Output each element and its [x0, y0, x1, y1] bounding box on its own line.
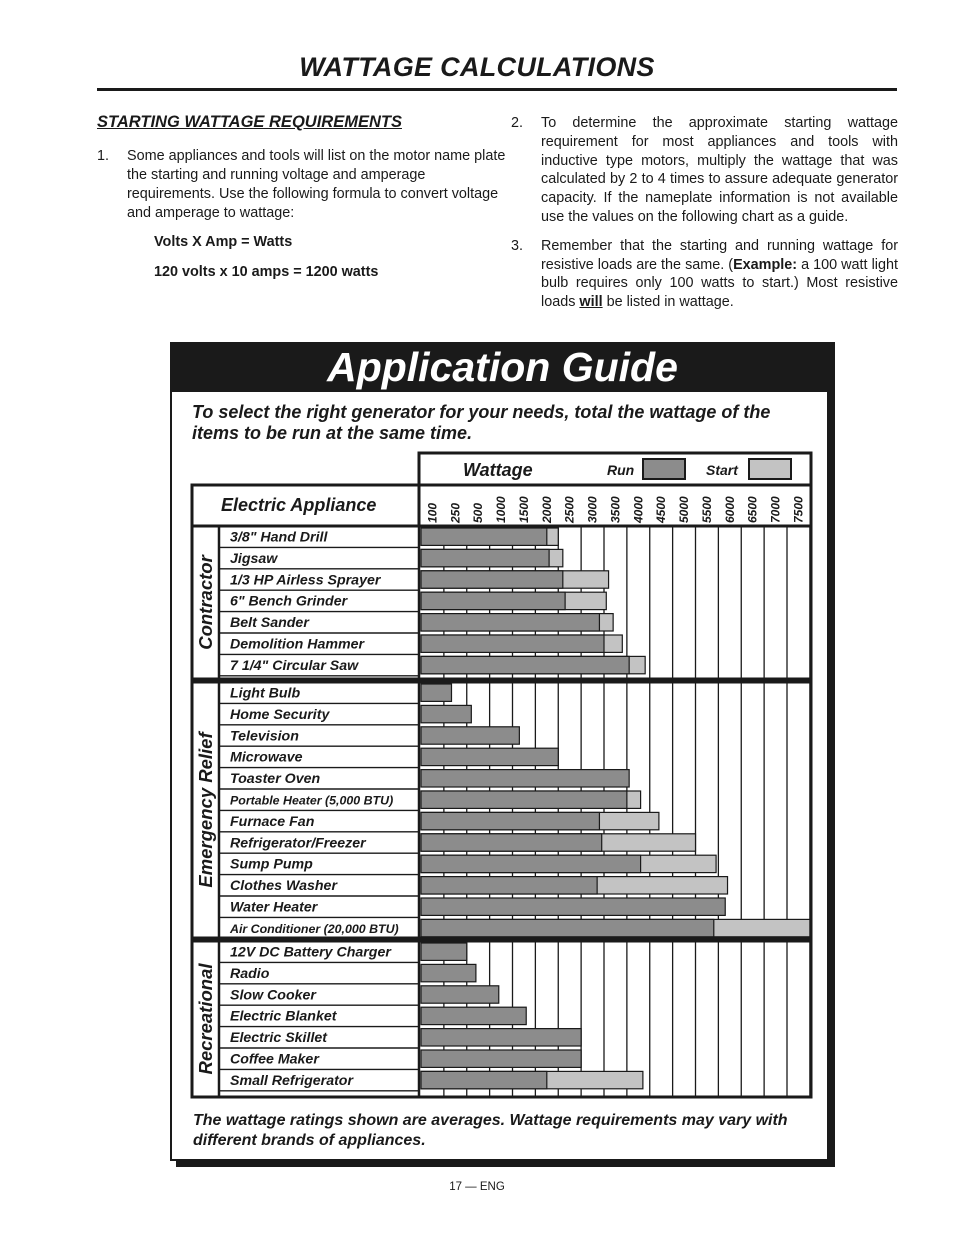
bar-run — [421, 549, 549, 566]
bar-run — [421, 635, 604, 652]
appliance-label: Microwave — [230, 749, 303, 766]
bar-run — [421, 770, 629, 787]
appliance-label: Water Heater — [230, 899, 318, 916]
tick-label: 7500 — [791, 496, 806, 523]
bar-run — [421, 898, 725, 915]
legend-run-label: Run — [607, 462, 635, 478]
bar-run — [421, 919, 714, 936]
appliance-label: Portable Heater (5,000 BTU) — [230, 793, 394, 808]
bar-run — [421, 727, 519, 744]
bar-run — [421, 1029, 581, 1046]
bar-run — [421, 1071, 547, 1088]
appliance-label: Sump Pump — [230, 856, 313, 873]
tick-label: 6500 — [745, 496, 760, 523]
bar-run — [421, 834, 602, 851]
example-label: Example: — [733, 256, 798, 273]
bar-run — [421, 592, 565, 609]
item-text-part: Remember that the starting and running wattage for resistive loads are the same. ( — [541, 237, 898, 273]
appliance-header: Electric Appliance — [221, 495, 377, 515]
legend-run-swatch — [643, 459, 685, 479]
legend-start-label: Start — [706, 462, 738, 478]
tick-label: 3500 — [608, 496, 623, 523]
page-title: WATTAGE CALCULATIONS — [299, 52, 655, 82]
item-number: 3. — [511, 237, 524, 254]
appliance-label: Electric Skillet — [230, 1030, 327, 1047]
tick-label: 5500 — [699, 496, 714, 523]
bar-run — [421, 855, 641, 872]
bar-run — [421, 1050, 581, 1067]
tick-label: 2500 — [562, 496, 577, 523]
appliance-label: Refrigerator/Freezer — [230, 835, 366, 852]
appliance-label: 12V DC Battery Charger — [230, 944, 391, 961]
guide-title: Application Guide — [327, 344, 678, 390]
bar-run — [421, 943, 467, 960]
appliance-label: 7 1/4" Circular Saw — [230, 657, 359, 674]
guide-intro: To select the right generator for your needs, total the wattage of the items to be run at the same time. — [192, 402, 771, 443]
guide-footnote: The wattage ratings shown are averages. Wattage requirements may vary with different brands of appliances. — [193, 1112, 788, 1149]
appliance-label: Small Refrigerator — [230, 1072, 353, 1089]
tick-label: 3000 — [585, 496, 600, 523]
bar-run — [421, 614, 599, 631]
will-emphasis: will — [579, 294, 603, 311]
appliance-label: Belt Sander — [230, 615, 309, 632]
tick-label: 5000 — [677, 496, 692, 523]
appliance-label: Jigsaw — [230, 550, 278, 567]
group-name: Recreational — [195, 963, 216, 1075]
item-text-part: a 100 watt light bulb requires only 100 watts to start.) Most resistive loads — [541, 256, 898, 311]
bar-run — [421, 656, 629, 673]
wattage-header: Wattage — [463, 460, 533, 480]
tick-label: 2000 — [539, 496, 554, 523]
group-name: Contractor — [195, 555, 216, 650]
bar-run — [421, 748, 558, 765]
appliance-label: 3/8" Hand Drill — [230, 529, 328, 546]
formula-example: 120 volts x 10 amps = 1200 watts — [154, 264, 379, 280]
tick-label: 4000 — [631, 496, 646, 523]
bar-run — [421, 1007, 526, 1024]
appliance-label: 1/3 HP Airless Sprayer — [230, 572, 381, 589]
bar-run — [421, 705, 471, 722]
tick-label: 100 — [425, 502, 440, 523]
tick-label: 7000 — [768, 496, 783, 523]
bar-run — [421, 964, 476, 981]
tick-label: 4500 — [654, 496, 669, 523]
item-text: Some appliances and tools will list on the motor name plate the starting and running voltage and amperage requirements. Use the following formula to convert voltage and amperage to wattage: — [127, 148, 506, 221]
appliance-label: Toaster Oven — [230, 771, 321, 788]
appliance-label: Light Bulb — [230, 685, 301, 702]
bar-run — [421, 877, 597, 894]
page-number: 17 — ENG — [449, 1181, 505, 1193]
tick-label: 6000 — [722, 496, 737, 523]
appliance-label: Coffee Maker — [230, 1051, 319, 1068]
item-text-part: be listed in wattage. — [602, 294, 734, 311]
item-text: To determine the approximate starting wattage requirement for most appliances and tools with inductive type motors, multiply the wattage that was calculated by 2 to 4 times to assure adequate generator capacity. If the nameplate information is not available use the values on the following chart as a guide. — [541, 115, 898, 225]
appliance-label: Television — [230, 728, 299, 745]
item-number: 2. — [511, 115, 524, 131]
bar-run — [421, 812, 599, 829]
bar-run — [421, 986, 499, 1003]
appliance-label: Furnace Fan — [230, 813, 315, 830]
bar-run — [421, 791, 627, 808]
appliance-label: Slow Cooker — [230, 987, 316, 1004]
appliance-label: Electric Blanket — [230, 1008, 337, 1025]
bar-run — [421, 684, 452, 701]
appliance-label: Home Security — [230, 706, 330, 723]
tick-label: 500 — [471, 502, 486, 523]
tick-label: 1000 — [494, 496, 509, 523]
bar-run — [421, 571, 563, 588]
tick-label: 250 — [448, 502, 463, 523]
appliance-label: Air Conditioner (20,000 BTU) — [230, 921, 399, 936]
legend-start-swatch — [749, 459, 791, 479]
tick-label: 1500 — [516, 496, 531, 523]
section-heading: STARTING WATTAGE REQUIREMENTS — [97, 113, 402, 131]
group-name: Emergency Relief — [195, 732, 216, 888]
appliance-label: Clothes Washer — [230, 878, 337, 895]
item-number: 1. — [97, 148, 110, 164]
formula-volts-amps: Volts X Amp = Watts — [154, 234, 293, 250]
appliance-label: 6" Bench Grinder — [230, 593, 348, 610]
bar-run — [421, 528, 547, 545]
appliance-label: Demolition Hammer — [230, 636, 365, 653]
appliance-label: Radio — [230, 965, 270, 982]
